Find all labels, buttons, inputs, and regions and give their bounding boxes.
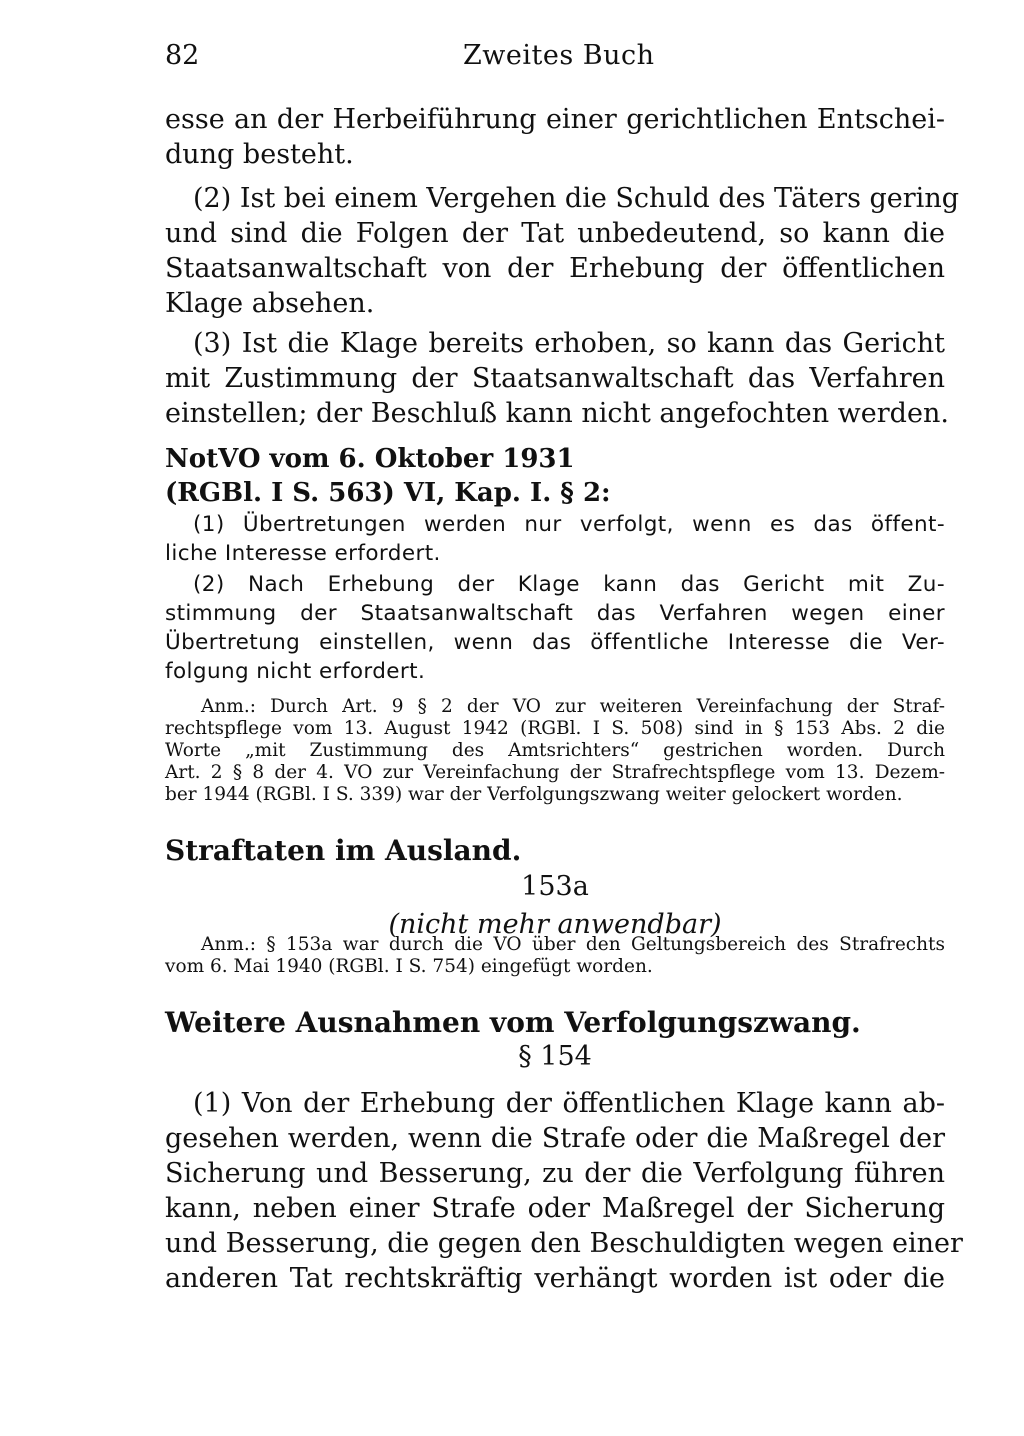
text-line: und sind die Folgen der Tat unbedeutend, so kann die xyxy=(165,218,945,249)
annotation-2 xyxy=(165,934,945,978)
text-line: Klage absehen. xyxy=(165,288,375,319)
section-number: § 154 xyxy=(518,1041,592,1072)
page-header xyxy=(165,40,945,84)
text-line: (2) Nach Erhebung der Klage kann das Gericht mit Zu- xyxy=(193,572,945,597)
section-weitere xyxy=(165,1006,945,1074)
text-line: Übertretung einstellen, wenn das öffentliche Interesse die Ver- xyxy=(165,630,945,655)
text-line: folgung nicht erfordert. xyxy=(165,659,426,684)
text-line: mit Zustimmung der Staatsanwaltschaft das Verfahren xyxy=(165,363,945,394)
text-line: Worte „mit Zustimmung des Amtsrichters“ gestrichen worden. Durch xyxy=(165,740,945,761)
text-line: Sicherung und Besserung, zu der die Verfolgung führen xyxy=(165,1158,945,1189)
text-line: (2) Ist bei einem Vergehen die Schuld des Täters gering xyxy=(193,183,959,214)
section-heading: Weitere Ausnahmen vom Verfolgungszwang. xyxy=(165,1006,861,1039)
text-line: einstellen; der Beschluß kann nicht angefochten werden. xyxy=(165,398,949,429)
section-status: (nicht mehr anwendbar) xyxy=(388,909,722,940)
text-line: Anm.: Durch Art. 9 § 2 der VO zur weiteren Vereinfachung der Straf- xyxy=(201,696,945,717)
text-line: und Besserung, die gegen den Beschuldigten wegen einer xyxy=(165,1228,963,1259)
text-line: ber 1944 (RGBl. I S. 339) war der Verfolgungszwang weiter gelockert worden. xyxy=(165,784,903,805)
text-line: dung besteht. xyxy=(165,139,354,170)
text-line: Anm.: § 153a war durch die VO über den Geltungsbereich des Strafrechts xyxy=(201,934,945,955)
text-line: vom 6. Mai 1940 (RGBl. I S. 754) eingefügt worden. xyxy=(165,956,653,977)
notvo-paragraph-1 xyxy=(165,510,945,568)
paragraph-3 xyxy=(165,326,949,431)
section-154-paragraph-1 xyxy=(165,1086,963,1296)
text-line: stimmung der Staatsanwaltschaft das Verfahren wegen einer xyxy=(165,601,945,626)
paragraph-2 xyxy=(165,181,959,321)
text-line: (1) Von der Erhebung der öffentlichen Klage kann ab- xyxy=(193,1088,945,1119)
text-line: Art. 2 § 8 der 4. VO zur Vereinfachung der Strafrechtspflege vom 13. Dezem- xyxy=(165,762,945,783)
notvo-paragraph-2 xyxy=(165,570,945,686)
notvo-heading-line-2: (RGBl. I S. 563) VI, Kap. I. § 2: xyxy=(165,478,611,508)
text-line: anderen Tat rechtskräftig verhängt worden ist oder die xyxy=(165,1263,945,1294)
text-line: (3) Ist die Klage bereits erhoben, so kann das Gericht xyxy=(193,328,945,359)
section-heading: Straftaten im Ausland. xyxy=(165,834,522,867)
text-line: esse an der Herbeiführung einer gerichtlichen Entschei- xyxy=(165,104,945,135)
text-line: (1) Übertretungen werden nur verfolgt, wenn es das öffent- xyxy=(193,512,945,537)
text-line: rechtspflege vom 13. August 1942 (RGBl. I S. 508) sind in § 153 Abs. 2 die xyxy=(165,718,945,739)
section-number: 153a xyxy=(521,871,589,902)
annotation-1 xyxy=(165,696,945,806)
text-line: Staatsanwaltschaft von der Erhebung der öffentlichen xyxy=(165,253,945,284)
notvo-heading xyxy=(165,442,945,510)
text-line: kann, neben einer Strafe oder Maßregel der Sicherung xyxy=(165,1193,945,1224)
notvo-heading-line-1: NotVO vom 6. Oktober 1931 xyxy=(165,444,575,474)
running-title: Zweites Buch xyxy=(463,40,655,71)
page-number: 82 xyxy=(165,40,200,71)
text-line: gesehen werden, wenn die Strafe oder die Maßregel der xyxy=(165,1123,945,1154)
text-line: liche Interesse erfordert. xyxy=(165,541,441,566)
section-ausland xyxy=(165,834,945,942)
paragraph-continuation xyxy=(165,102,945,172)
